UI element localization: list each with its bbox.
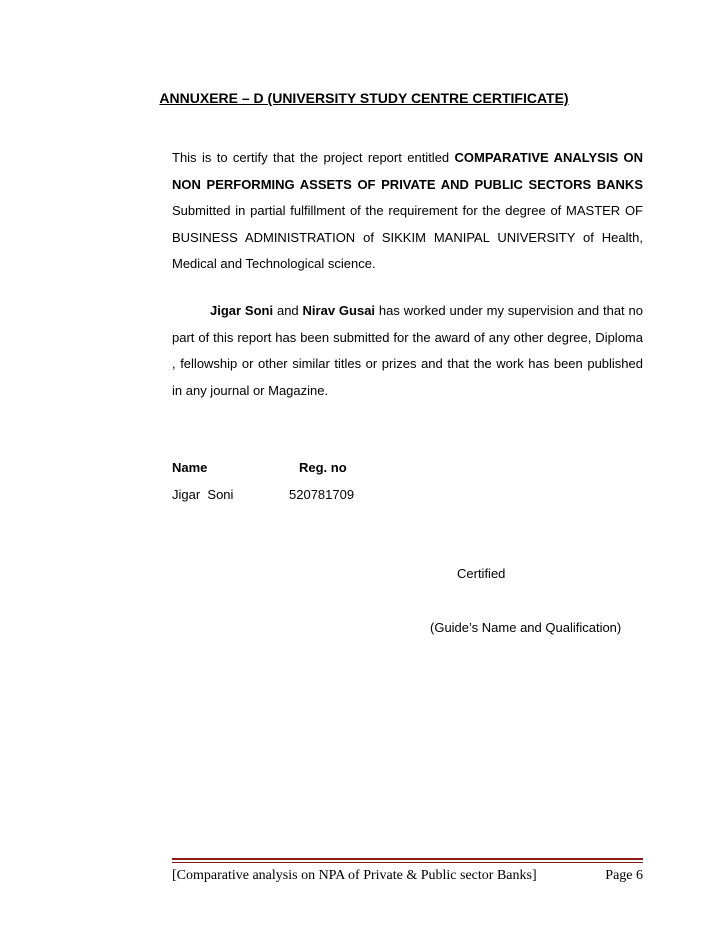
- certificate-paragraph: [172, 145, 643, 278]
- student-name-1: Jigar Soni: [210, 303, 274, 318]
- para1-text-end: Submitted in partial fulfillment of the requirement for the degree of MASTER OF BUSINESS ADMINISTRATION of SIKKIM MANIPAL UNIVERSITY of Health, Medical and Technological science.: [172, 203, 643, 271]
- student-name-2: Nirav Gusai: [302, 303, 376, 318]
- student-name-value: Jigar Soni: [172, 487, 234, 502]
- certified-label: Certified: [457, 566, 506, 581]
- page-number: Page 6: [605, 868, 643, 883]
- name-header: Name: [172, 460, 208, 475]
- para2-and: and: [273, 303, 303, 318]
- project-title: COMPARATIVE ANALYSIS ON NON PERFORMING ASSETS OF PRIVATE AND PUBLIC SECTORS BANKS: [172, 150, 643, 192]
- reg-no-header: Reg. no: [299, 460, 347, 475]
- para1-text-start: This is to certify that the project report entitled: [172, 150, 455, 165]
- guide-label: (Guide’s Name and Qualification): [430, 620, 622, 635]
- footer-rule-thin: [172, 862, 643, 863]
- footer-rule-thick: [172, 858, 643, 860]
- page-title: ANNUXERE – D (UNIVERSITY STUDY CENTRE CERTIFICATE): [159, 90, 569, 106]
- supervision-paragraph: [172, 298, 643, 404]
- para2-text: has worked under my supervision and that no part of this report has been submitted for the award of any other degree, Diploma , fellowship or other similar titles or prizes and that the work has been published in any journal or Magazine.: [172, 303, 643, 398]
- footer-title: [Comparative analysis on NPA of Private & Public sector Banks]: [172, 868, 537, 883]
- reg-no-value: 520781709: [289, 487, 355, 502]
- page-footer: [172, 868, 643, 884]
